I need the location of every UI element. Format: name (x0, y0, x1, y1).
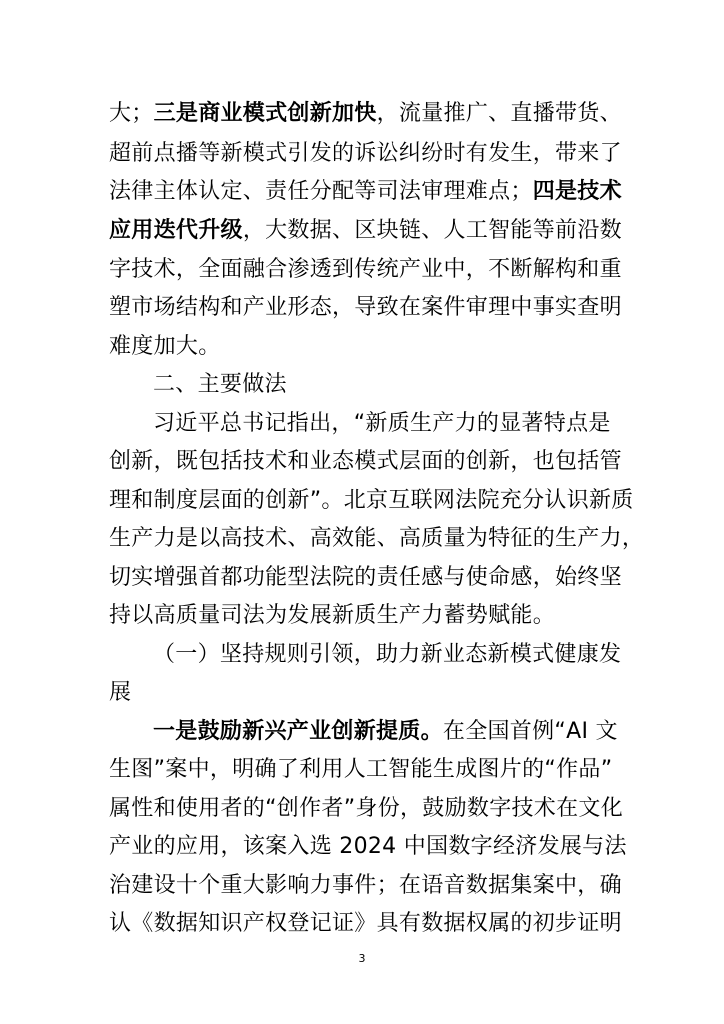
text-line (109, 679, 629, 707)
text-line (153, 718, 673, 746)
text-line (109, 448, 629, 476)
text-run: 法律主体认定、责任分配等司法审理难点； (109, 179, 533, 204)
text-line (109, 140, 629, 168)
text-run: 字技术，全面融合渗透到传统产业中，不断解构和重 (109, 257, 622, 282)
text-run: 生产力是以高技术、高效能、高质量为特征的生产力， (109, 526, 645, 551)
text-line (109, 602, 629, 630)
text-run: 生图”案中，明确了利用人工智能生成图片的“作品” (109, 757, 613, 782)
text-run: 持以高质量司法为发展新质生产力蓄势赋能。 (109, 603, 556, 628)
text-run: 难度加大。 (109, 334, 221, 359)
text-run: 塑市场结构和产业形态，导致在案件审理中事实查明 (109, 295, 622, 320)
text-line (109, 872, 629, 900)
text-line (109, 100, 629, 128)
subsection-heading (153, 641, 673, 669)
text-run: 属性和使用者的“创作者”身份，鼓励数字技术在文化 (109, 796, 623, 821)
text-line (109, 910, 629, 938)
text-line (109, 333, 629, 361)
text-run: 展 (109, 680, 132, 705)
bold-heading-run: 应用迭代升级 (109, 218, 243, 243)
text-line (109, 256, 629, 284)
text-run: 理和制度层面的创新”。北京互联网法院充分认识新质 (109, 488, 634, 513)
text-line (109, 178, 629, 206)
bold-heading-run: 四是技术 (532, 179, 622, 204)
text-run: 在全国首例“AI 文 (442, 719, 618, 744)
text-run: （一）坚持规则引领，助力新业态新模式健康发 (153, 642, 622, 667)
text-line (109, 564, 629, 592)
text-run: 治建设十个重大影响力事件；在语音数据集案中，确 (109, 873, 622, 898)
text-run: 认《数据知识产权登记证》具有数据权属的初步证明 (109, 911, 622, 936)
text-line (109, 795, 629, 823)
text-run: 创新，既包括技术和业态模式层面的创新，也包括管 (109, 449, 622, 474)
text-line (109, 294, 629, 322)
text-line (109, 487, 634, 515)
page-number: 3 (358, 952, 366, 965)
text-run: 大； (109, 101, 154, 126)
text-line (109, 217, 629, 245)
text-run: 二、主要做法 (153, 372, 287, 397)
text-line (109, 525, 645, 553)
text-line (153, 410, 673, 438)
text-line (109, 833, 629, 861)
text-run: 产业的应用，该案入选 2024 中国数字经济发展与法 (109, 834, 627, 859)
bold-heading-run: 三是商业模式创新加快 (153, 101, 377, 126)
text-line (109, 756, 629, 784)
text-run: ，流量推广、直播带货、 (376, 101, 622, 126)
text-run: ，大数据、区块链、人工智能等前沿数 (242, 218, 622, 243)
bold-heading-run: 一是鼓励新兴产业创新提质。 (153, 719, 443, 744)
text-run: 超前点播等新模式引发的诉讼纠纷时有发生，带来了 (109, 141, 622, 166)
text-run: 习近平总书记指出，“新质生产力的显著特点是 (153, 411, 611, 436)
section-heading (153, 371, 673, 399)
text-run: 切实增强首都功能型法院的责任感与使命感，始终坚 (109, 565, 622, 590)
